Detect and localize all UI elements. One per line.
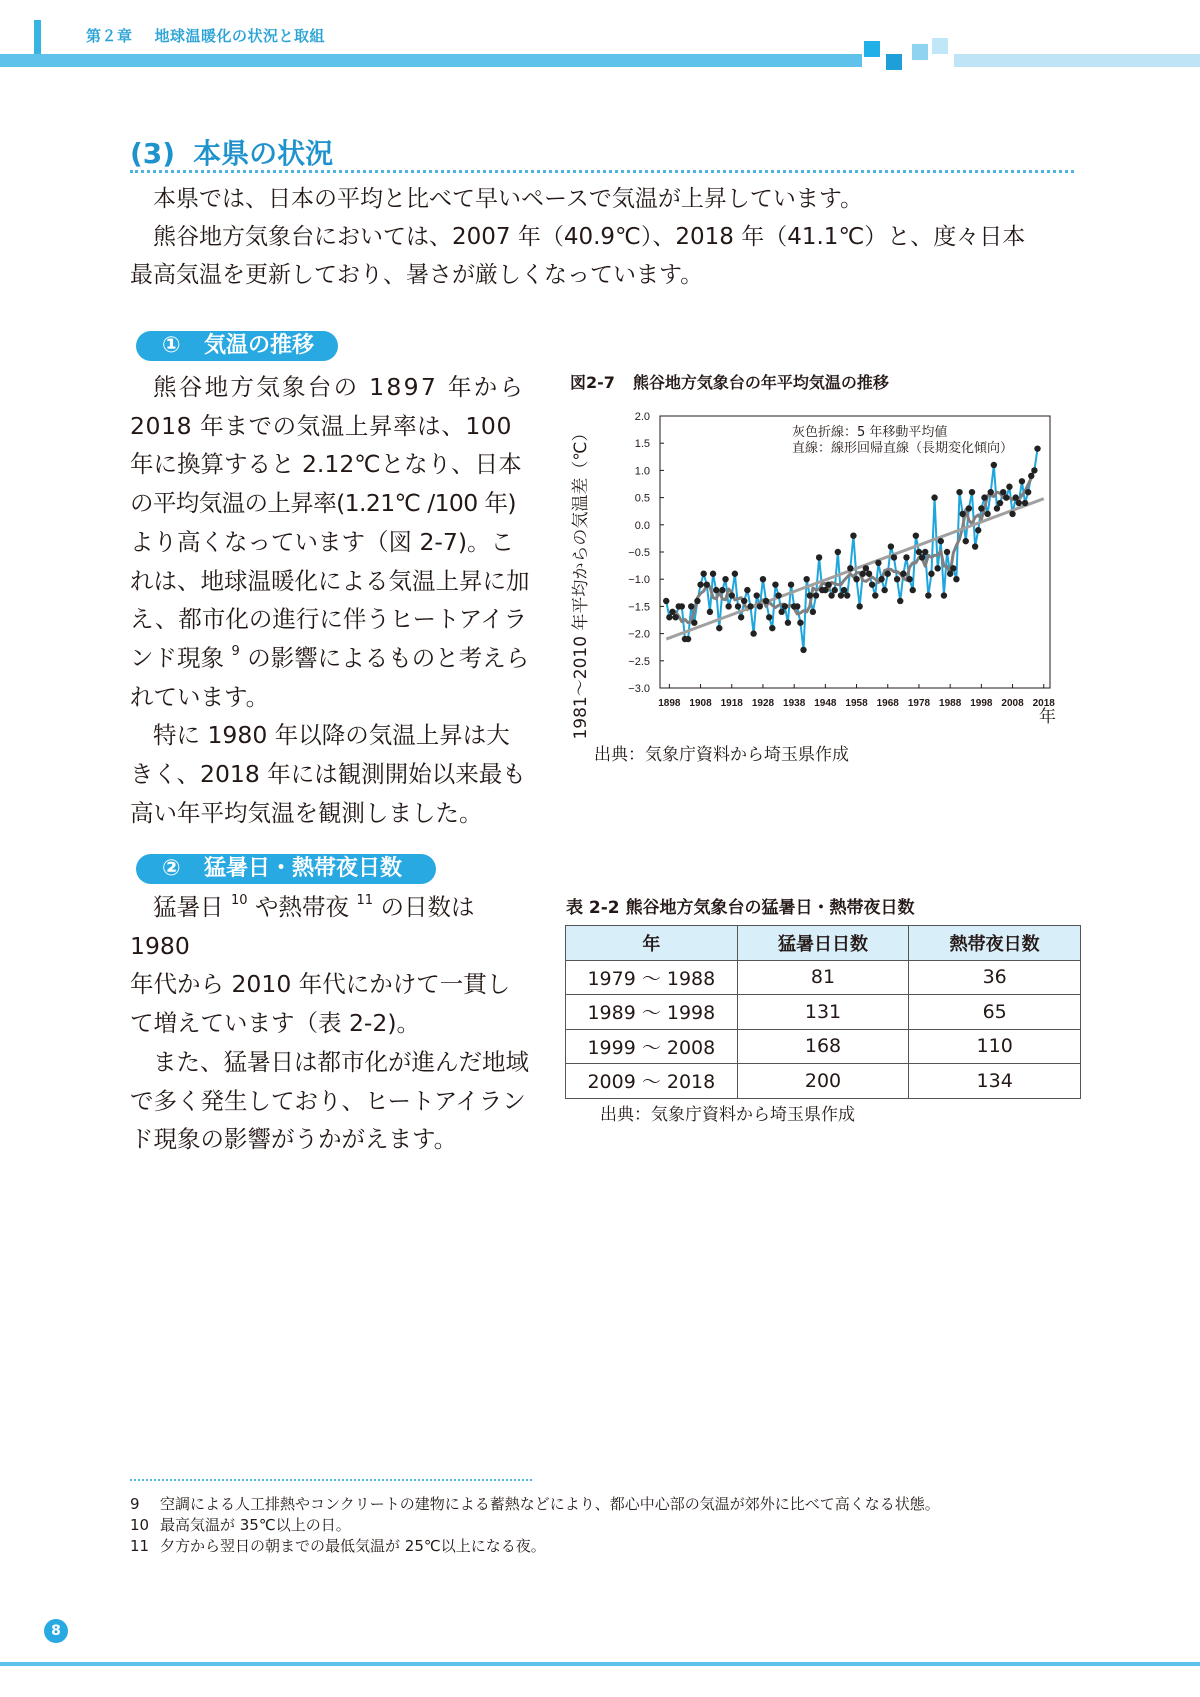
y-tick-label: 0.5 — [634, 492, 650, 505]
data-point — [663, 598, 669, 604]
data-point — [803, 576, 809, 582]
subsection-title: 気温の推移 — [204, 333, 315, 358]
data-point — [888, 543, 894, 549]
header-bar-light — [954, 54, 1200, 67]
body-text: や熱帯夜 — [255, 893, 350, 921]
data-point — [707, 609, 713, 615]
body-line: 特に 1980 年以降の気温上昇は大 — [153, 721, 510, 750]
trend-line — [666, 499, 1044, 639]
body-text: の影響によるものと考えら — [247, 643, 530, 672]
data-point — [922, 549, 928, 555]
figure-title — [570, 370, 889, 393]
data-point — [691, 620, 697, 626]
body-line: え、都市化の進行に伴うヒートアイラ — [130, 605, 528, 634]
data-point — [853, 576, 859, 582]
y-tick-label: 1.5 — [634, 438, 650, 451]
data-point — [832, 587, 838, 593]
y-tick-label: 1.0 — [634, 465, 650, 478]
footnote-ref: 9 — [231, 643, 240, 659]
data-point — [747, 603, 753, 609]
x-tick-label: 1928 — [751, 698, 775, 709]
data-point — [766, 614, 772, 620]
y-tick-label: −1.0 — [628, 574, 650, 587]
data-point — [713, 587, 719, 593]
data-point — [725, 603, 731, 609]
data-point — [679, 603, 685, 609]
data-point — [775, 592, 781, 598]
data-point — [797, 620, 803, 626]
table-row — [566, 995, 1081, 1030]
chapter-tab-marker — [34, 20, 41, 54]
legend-trend: 直線：線形回帰直線（長期変化傾向） — [792, 441, 1014, 456]
data-point — [910, 587, 916, 593]
body-line: 高い年平均気温を観測しました。 — [130, 798, 483, 827]
data-point — [881, 587, 887, 593]
footnote — [130, 1494, 940, 1515]
data-point — [894, 576, 900, 582]
data-point — [984, 511, 990, 517]
subsection-number: ② — [162, 856, 181, 881]
subsection-heading-hot-days — [136, 854, 436, 884]
body-line: の平均気温の上昇率(1.21℃ /100 年) — [130, 489, 516, 518]
data-point — [794, 603, 800, 609]
data-point — [782, 603, 788, 609]
data-point — [1025, 489, 1031, 495]
decorative-square — [886, 54, 902, 70]
subsection-title: 猛暑日・熱帯夜日数 — [204, 856, 403, 881]
data-point — [1012, 494, 1018, 500]
data-point — [988, 489, 994, 495]
data-point — [735, 603, 741, 609]
data-point — [934, 565, 940, 571]
intro-line: 熊谷地方気象台においては、2007 年（40.9℃）、2018 年（41.1℃）と、度々日本 — [153, 224, 1026, 250]
table-row — [566, 1029, 1081, 1064]
data-point — [1028, 473, 1034, 479]
y-axis-label: 1981～2010 年平均からの気温差（℃） — [571, 424, 591, 740]
y-tick-label: −2.0 — [628, 628, 650, 641]
data-point — [772, 581, 778, 587]
data-point — [928, 571, 934, 577]
body-text: 猛暑日 — [153, 893, 224, 921]
data-point — [978, 505, 984, 511]
data-point — [816, 554, 822, 560]
data-point — [863, 565, 869, 571]
data-point — [757, 603, 763, 609]
decorative-square — [864, 41, 880, 57]
body-line — [130, 639, 540, 678]
cell-hot-days: 200 — [737, 1064, 909, 1099]
data-point — [666, 614, 672, 620]
chapter-header — [86, 25, 325, 46]
data-point — [785, 620, 791, 626]
data-point — [800, 647, 806, 653]
body-line: また、猛暑日は都市化が進んだ地域 — [153, 1047, 529, 1076]
section-intro — [130, 180, 1080, 294]
footnote-text: 夕方から翌日の朝までの最低気温が 25℃以上になる夜。 — [160, 1537, 546, 1555]
section-title — [130, 132, 333, 172]
data-point — [844, 592, 850, 598]
data-point — [900, 571, 906, 577]
data-point — [897, 598, 903, 604]
data-point — [1000, 489, 1006, 495]
data-point — [710, 571, 716, 577]
data-point — [741, 598, 747, 604]
header-bar — [0, 54, 862, 67]
body-line: より高くなっています（図 2-7)。こ — [130, 527, 515, 556]
table-row — [566, 1064, 1081, 1099]
data-point — [947, 571, 953, 577]
footer-bar — [0, 1662, 1200, 1666]
data-point — [732, 571, 738, 577]
table-title-text: 熊谷地方気象台の猛暑日・熱帯夜日数 — [625, 898, 915, 918]
table-row — [566, 960, 1081, 995]
data-point — [885, 571, 891, 577]
data-point — [760, 576, 766, 582]
cell-tropical-nights: 110 — [909, 1029, 1081, 1064]
footnote-number: 11 — [130, 1537, 150, 1555]
section-number: (3) — [130, 137, 176, 170]
data-point — [694, 598, 700, 604]
data-point — [1009, 511, 1015, 517]
footnote-ref: 11 — [356, 893, 374, 908]
data-point — [822, 587, 828, 593]
x-axis-label: 年 — [1039, 707, 1056, 727]
data-point — [722, 576, 728, 582]
footnote-text: 最高気温が 35℃以上の日。 — [160, 1516, 351, 1534]
body-line: ド現象の影響がうかがえます。 — [130, 1125, 458, 1154]
body-line: 年代から 2010 年代にかけて一貫し — [130, 970, 511, 999]
data-point — [972, 543, 978, 549]
body-line: て増えています（表 2-2)。 — [130, 1009, 421, 1038]
hot-days-paragraph — [130, 888, 540, 1159]
data-point — [738, 614, 744, 620]
data-point — [919, 554, 925, 560]
data-point — [716, 625, 722, 631]
data-point — [835, 549, 841, 555]
body-line — [130, 888, 540, 965]
x-tick-label: 1958 — [845, 698, 868, 709]
table-source: 出典：気象庁資料から埼玉県作成 — [600, 1105, 855, 1125]
data-point — [704, 581, 710, 587]
data-point — [1034, 445, 1040, 451]
data-point — [906, 576, 912, 582]
data-point — [1006, 484, 1012, 490]
table-title — [566, 893, 915, 918]
y-tick-label: −3.0 — [628, 683, 650, 695]
data-point — [944, 549, 950, 555]
data-point — [997, 500, 1003, 506]
data-point — [959, 511, 965, 517]
cell-tropical-nights: 134 — [909, 1064, 1081, 1099]
body-line: で多く発生しており、ヒートアイラン — [130, 1086, 526, 1115]
footnote-text: 空調による人工排熱やコンクリートの建物による蓄熱などにより、都心中心部の気温が郊外に比べて高くなる状態。 — [160, 1495, 940, 1513]
figure-title-text: 熊谷地方気象台の年平均気温の推移 — [632, 373, 889, 392]
decorative-square — [932, 38, 948, 54]
data-point — [1003, 494, 1009, 500]
hot-days-table — [565, 925, 1081, 1099]
data-point — [891, 554, 897, 560]
data-point — [1019, 478, 1025, 484]
cell-period: 1979 ～ 1988 — [566, 960, 738, 995]
footnote-number: 10 — [130, 1516, 150, 1534]
data-point — [850, 532, 856, 538]
section-divider — [130, 170, 1074, 173]
x-tick-label: 1988 — [939, 698, 962, 709]
section-title-text: 本県の状況 — [193, 137, 334, 170]
cell-hot-days: 131 — [737, 995, 909, 1030]
header-cell-year: 年 — [566, 926, 738, 961]
data-point — [931, 494, 937, 500]
figure-source: 出典：気象庁資料から埼玉県作成 — [594, 745, 849, 765]
data-point — [991, 462, 997, 468]
data-point — [866, 571, 872, 577]
data-point — [1016, 500, 1022, 506]
x-tick-label: 1998 — [970, 698, 993, 709]
data-point — [969, 489, 975, 495]
data-point — [856, 603, 862, 609]
data-point — [966, 505, 972, 511]
x-tick-label: 1968 — [876, 698, 899, 709]
data-point — [807, 592, 813, 598]
x-tick-label: 1908 — [689, 698, 712, 709]
data-point — [778, 609, 784, 615]
table-header-row — [566, 926, 1081, 961]
chapter-title: 地球温暖化の状況と取組 — [154, 27, 326, 45]
body-line: 2018 年までの気温上昇率は、100 — [130, 411, 513, 440]
decorative-square — [912, 44, 928, 60]
data-point — [925, 592, 931, 598]
chapter-number: 第２章 — [86, 27, 133, 45]
cell-hot-days: 81 — [737, 960, 909, 995]
header-cell-hot-days: 猛暑日日数 — [737, 926, 909, 961]
data-point — [913, 532, 919, 538]
footnote — [130, 1515, 351, 1536]
data-point — [719, 587, 725, 593]
data-point — [672, 614, 678, 620]
x-tick-label: 1978 — [907, 698, 931, 709]
page-number: 8 — [44, 1619, 68, 1643]
data-point — [953, 576, 959, 582]
data-point — [963, 538, 969, 544]
body-line: 熊谷地方気象台の 1897 年から — [153, 373, 526, 401]
data-point — [669, 609, 675, 615]
cell-period: 1989 ～ 1998 — [566, 995, 738, 1030]
data-point — [860, 571, 866, 577]
cell-hot-days: 168 — [737, 1029, 909, 1064]
body-line: 年に換算すると 2.12℃となり、日本 — [130, 450, 522, 479]
header-cell-tropical-nights: 熱帯夜日数 — [909, 926, 1081, 961]
data-point — [975, 527, 981, 533]
data-point — [941, 592, 947, 598]
cell-period: 2009 ～ 2018 — [566, 1064, 738, 1099]
data-point — [750, 630, 756, 636]
body-line: れは、地球温暖化による気温上昇に加 — [130, 566, 530, 595]
legend-moving-average: 灰色折線：5 年移動平均値 — [792, 425, 948, 440]
intro-line: 本県では、日本の平均と比べて早いペースで気温が上昇しています。 — [153, 186, 864, 212]
data-point — [813, 592, 819, 598]
footnote — [130, 1536, 546, 1557]
data-point — [685, 636, 691, 642]
data-point — [938, 538, 944, 544]
x-tick-label: 1918 — [720, 698, 743, 709]
data-point — [828, 592, 834, 598]
table-label: 表 2-2 — [566, 898, 620, 918]
data-point — [841, 587, 847, 593]
data-point — [994, 505, 1000, 511]
body-text: の日数は 1980 — [130, 893, 475, 960]
y-tick-label: −2.5 — [628, 655, 650, 668]
intro-line: 最高気温を更新しており、暑さが厳しくなっています。 — [130, 262, 704, 288]
data-point — [869, 581, 875, 587]
data-point — [697, 581, 703, 587]
data-point — [788, 581, 794, 587]
data-point — [729, 592, 735, 598]
data-point — [872, 592, 878, 598]
data-point — [825, 581, 831, 587]
data-point — [700, 571, 706, 577]
body-text: ンド現象 — [130, 643, 224, 672]
x-tick-label: 1948 — [814, 698, 837, 709]
data-point — [1031, 467, 1037, 473]
data-point — [1022, 500, 1028, 506]
temperature-chart — [560, 402, 1070, 742]
data-point — [810, 609, 816, 615]
data-point — [754, 592, 760, 598]
x-tick-label: 1938 — [783, 698, 806, 709]
cell-tropical-nights: 65 — [909, 995, 1081, 1030]
temperature-paragraph — [130, 368, 540, 832]
y-tick-label: 2.0 — [634, 411, 650, 423]
figure-label: 図2-7 — [570, 373, 615, 392]
footnote-ref: 10 — [230, 893, 248, 908]
data-point — [847, 565, 853, 571]
y-tick-label: −1.5 — [628, 601, 650, 614]
data-point — [903, 554, 909, 560]
data-point — [878, 576, 884, 582]
data-point — [875, 560, 881, 566]
x-tick-label: 1898 — [658, 698, 681, 709]
cell-period: 1999 ～ 2008 — [566, 1029, 738, 1064]
data-point — [688, 603, 694, 609]
data-point — [769, 625, 775, 631]
subsection-number: ① — [162, 333, 181, 358]
data-point — [981, 494, 987, 500]
y-tick-label: −0.5 — [628, 547, 650, 559]
data-point — [838, 592, 844, 598]
footnote-divider — [130, 1479, 532, 1481]
x-tick-label: 2018 — [1032, 698, 1055, 709]
data-point — [950, 565, 956, 571]
data-point — [916, 549, 922, 555]
data-point — [763, 598, 769, 604]
body-line: れています。 — [130, 682, 270, 711]
data-point — [744, 587, 750, 593]
footnote-number: 9 — [130, 1495, 140, 1513]
cell-tropical-nights: 36 — [909, 960, 1081, 995]
data-point — [956, 489, 962, 495]
x-tick-label: 2008 — [1001, 698, 1024, 709]
y-tick-label: 0.0 — [634, 519, 650, 532]
subsection-heading-temperature — [136, 331, 338, 361]
body-line: きく、2018 年には観測開始以来最も — [130, 760, 526, 789]
